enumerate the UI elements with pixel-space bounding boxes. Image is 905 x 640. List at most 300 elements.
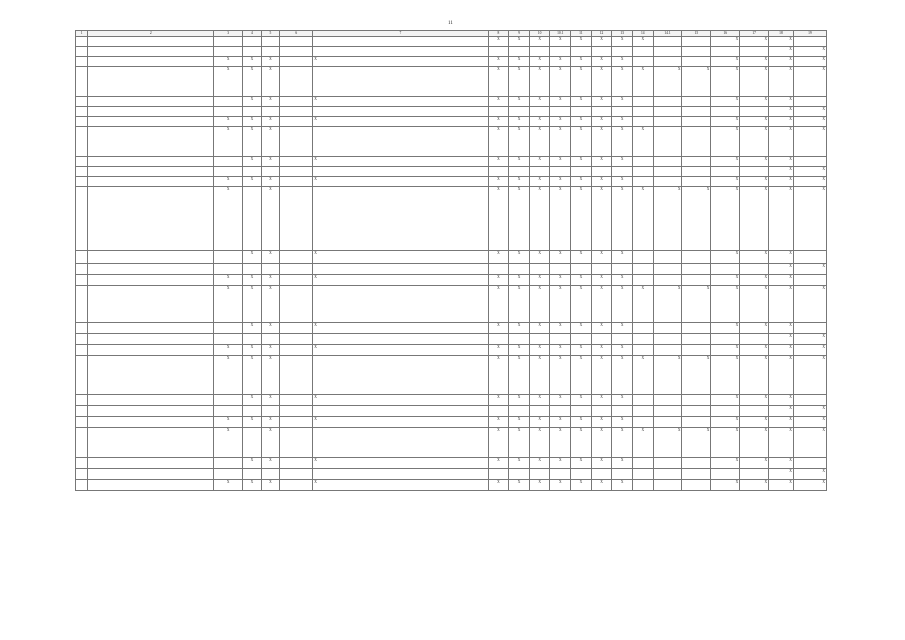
table-row [76,67,827,97]
table-cell [88,97,214,107]
table-cell [632,323,653,334]
table-cell [612,167,633,177]
header-cell: 10 [529,31,550,37]
table-cell: X [529,417,550,428]
table-cell [76,47,88,57]
table-cell: X [769,458,794,469]
table-cell [280,395,313,406]
table-cell [612,264,633,275]
table-cell: X [488,97,509,107]
table-cell: X [612,177,633,187]
table-cell: X [591,356,612,395]
table-cell [612,406,633,417]
table-cell [682,417,711,428]
table-cell: X [550,480,571,491]
table-cell [243,47,262,57]
table-cell [280,275,313,286]
table-row [76,251,827,264]
table-cell: X [591,187,612,251]
table-cell [313,264,488,275]
table-cell: X [243,67,262,97]
table-cell: X [740,117,769,127]
table-cell [591,47,612,57]
table-cell: X [682,428,711,458]
table-cell [653,417,682,428]
table-cell [711,334,740,345]
table-cell: X [243,97,262,107]
table-cell: X [612,286,633,323]
table-cell: X [612,480,633,491]
table-cell: X [711,417,740,428]
table-row [76,177,827,187]
table-cell [632,264,653,275]
table-cell [88,345,214,356]
table-cell [682,458,711,469]
table-cell [88,395,214,406]
table-cell [711,47,740,57]
table-cell: X [591,117,612,127]
table-cell: X [550,395,571,406]
table-cell: X [214,57,243,67]
table-cell: X [711,251,740,264]
table-cell [76,395,88,406]
table-cell [571,469,592,480]
table-cell: X [214,127,243,157]
table-cell [653,395,682,406]
table-cell [88,417,214,428]
table-cell [261,167,280,177]
table-cell [214,458,243,469]
table-cell: X [313,458,488,469]
table-cell: X [793,356,826,395]
table-cell [88,275,214,286]
header-cell: 19 [793,31,826,37]
table-cell: X [612,37,633,47]
table-cell [740,406,769,417]
table-cell: X [571,275,592,286]
table-cell: X [243,177,262,187]
table-cell: X [682,67,711,97]
table-cell: X [793,107,826,117]
table-cell [313,469,488,480]
table-cell: X [261,345,280,356]
table-body [76,31,827,491]
table-cell [261,264,280,275]
table-cell: X [769,57,794,67]
table-cell [682,167,711,177]
table-cell [550,334,571,345]
table-cell: X [612,127,633,157]
table-cell [571,406,592,417]
table-cell [280,167,313,177]
table-cell: X [488,356,509,395]
table-cell [243,469,262,480]
table-cell [740,167,769,177]
table-cell [214,167,243,177]
table-cell [76,406,88,417]
table-cell [682,406,711,417]
table-cell [591,107,612,117]
table-cell: X [653,428,682,458]
table-cell [76,428,88,458]
table-cell: X [612,251,633,264]
table-cell: X [261,480,280,491]
table-cell [243,406,262,417]
table-cell: X [740,323,769,334]
table-cell: X [214,356,243,395]
table-cell [280,127,313,157]
table-cell: X [509,275,530,286]
table-cell [591,264,612,275]
table-cell: X [509,417,530,428]
table-cell: X [769,417,794,428]
table-cell: X [214,177,243,187]
table-cell [550,167,571,177]
table-cell: X [550,417,571,428]
table-cell: X [509,57,530,67]
table-cell [632,458,653,469]
budget-table [75,30,827,491]
table-cell: X [769,167,794,177]
table-cell: X [550,286,571,323]
table-cell: X [261,117,280,127]
header-cell: 12 [591,31,612,37]
table-cell: X [488,395,509,406]
table-cell [313,67,488,97]
header-cell: 15 [682,31,711,37]
table-cell [793,395,826,406]
table-cell: X [529,127,550,157]
table-cell: X [243,57,262,67]
table-cell [682,275,711,286]
table-row [76,428,827,458]
table-cell: X [591,57,612,67]
table-cell: X [261,187,280,251]
header-cell: 13 [612,31,633,37]
table-cell: X [769,47,794,57]
table-cell: X [740,127,769,157]
table-cell: X [313,275,488,286]
table-cell: X [793,469,826,480]
table-cell: X [261,97,280,107]
table-cell: X [571,286,592,323]
table-cell: X [793,67,826,97]
table-cell [313,127,488,157]
table-cell: X [591,67,612,97]
table-cell: X [550,251,571,264]
table-cell: X [740,286,769,323]
table-cell: X [571,187,592,251]
table-cell: X [529,356,550,395]
table-cell [740,47,769,57]
table-cell: X [793,187,826,251]
table-cell: X [488,480,509,491]
table-cell [88,469,214,480]
table-cell: X [488,67,509,97]
table-cell: X [243,286,262,323]
table-cell: X [793,286,826,323]
table-cell: X [550,67,571,97]
table-cell: X [591,323,612,334]
table-cell: X [769,345,794,356]
table-cell: X [313,157,488,167]
table-cell: X [261,275,280,286]
table-cell [571,334,592,345]
table-cell: X [509,480,530,491]
table-cell: X [313,345,488,356]
table-cell [88,47,214,57]
table-row [76,458,827,469]
table-cell: X [488,323,509,334]
table-cell: X [769,480,794,491]
table-cell: X [571,395,592,406]
table-cell [313,37,488,47]
table-cell: X [261,286,280,323]
table-cell: X [529,177,550,187]
table-cell: X [740,480,769,491]
table-cell [632,47,653,57]
table-cell: X [591,286,612,323]
table-cell: X [632,187,653,251]
table-cell [682,117,711,127]
header-cell: 11 [571,31,592,37]
table-cell [550,406,571,417]
table-cell [550,107,571,117]
table-cell: X [793,117,826,127]
table-cell: X [769,323,794,334]
table-cell: X [313,480,488,491]
table-cell [214,334,243,345]
table-cell [653,127,682,157]
table-cell: X [682,286,711,323]
table-cell: X [243,157,262,167]
table-cell: X [214,117,243,127]
table-cell: X [769,356,794,395]
table-cell: X [550,177,571,187]
table-cell [591,469,612,480]
table-cell: X [591,395,612,406]
table-cell [509,406,530,417]
table-cell: X [711,345,740,356]
table-cell [280,97,313,107]
table-cell [76,127,88,157]
table-cell [550,47,571,57]
table-cell [653,167,682,177]
table-cell: X [769,264,794,275]
table-cell: X [509,67,530,97]
table-cell [313,107,488,117]
table-cell: X [653,187,682,251]
table-cell: X [591,37,612,47]
table-cell [280,117,313,127]
table-cell: X [632,356,653,395]
table-cell: X [769,187,794,251]
table-cell: X [313,323,488,334]
table-cell [243,187,262,251]
table-row [76,406,827,417]
table-cell: X [711,356,740,395]
table-cell [280,345,313,356]
table-cell: X [769,428,794,458]
table-cell: X [214,187,243,251]
table-cell: X [740,177,769,187]
table-cell: X [711,67,740,97]
table-cell [88,406,214,417]
table-cell: X [711,157,740,167]
table-cell: X [509,187,530,251]
table-cell [509,47,530,57]
table-cell: X [591,97,612,107]
table-cell: X [550,57,571,67]
table-cell [682,480,711,491]
table-cell: X [571,127,592,157]
table-cell [76,107,88,117]
table-cell: X [711,117,740,127]
table-cell [653,480,682,491]
table-cell [88,157,214,167]
table-cell [76,275,88,286]
table-cell: X [769,275,794,286]
table-cell [711,167,740,177]
table-cell [793,275,826,286]
table-cell: X [740,428,769,458]
table-cell: X [769,67,794,97]
table-cell: X [571,345,592,356]
table-cell: X [488,37,509,47]
table-cell [632,275,653,286]
table-cell: X [571,37,592,47]
table-cell: X [488,345,509,356]
table-cell: X [571,480,592,491]
table-cell [76,167,88,177]
table-cell: X [488,275,509,286]
table-cell [653,57,682,67]
table-cell [740,107,769,117]
table-cell [653,97,682,107]
table-cell: X [550,356,571,395]
table-cell [550,469,571,480]
table-cell: X [612,275,633,286]
table-cell: X [793,177,826,187]
table-row [76,167,827,177]
table-cell [76,356,88,395]
table-row [76,107,827,117]
table-cell: X [243,417,262,428]
table-cell [280,187,313,251]
table-cell: X [243,275,262,286]
table-cell: X [571,117,592,127]
table-cell: X [571,323,592,334]
table-cell: X [488,187,509,251]
table-cell [653,117,682,127]
table-cell: X [509,127,530,157]
table-cell [313,286,488,323]
table-cell [280,334,313,345]
table-cell: X [793,417,826,428]
table-cell: X [769,107,794,117]
header-cell: 10.1 [550,31,571,37]
table-cell: X [509,356,530,395]
header-cell: 16 [711,31,740,37]
table-cell: X [313,395,488,406]
table-row [76,97,827,107]
table-cell [571,107,592,117]
table-cell: X [612,67,633,97]
table-cell [653,345,682,356]
table-cell [711,264,740,275]
table-cell: X [711,127,740,157]
table-cell: X [740,251,769,264]
table-cell: X [612,428,633,458]
table-cell: X [550,275,571,286]
table-cell [682,395,711,406]
table-cell: X [313,177,488,187]
table-cell: X [243,127,262,157]
table-cell [793,458,826,469]
table-cell [313,167,488,177]
table-cell: X [793,334,826,345]
table-cell: X [711,37,740,47]
table-cell: X [711,177,740,187]
table-cell [509,469,530,480]
table-cell [571,47,592,57]
table-cell: X [632,37,653,47]
table-cell: X [769,37,794,47]
table-cell: X [591,417,612,428]
table-row [76,47,827,57]
table-cell: X [243,251,262,264]
table-cell: X [632,127,653,157]
table-cell: X [571,157,592,167]
table-cell [711,107,740,117]
table-cell [632,345,653,356]
table-cell [76,97,88,107]
table-cell [509,334,530,345]
table-cell: X [529,67,550,97]
table-cell: X [612,187,633,251]
table-cell: X [793,167,826,177]
table-cell: X [682,187,711,251]
table-cell: X [529,286,550,323]
table-cell [243,334,262,345]
table-cell: X [591,177,612,187]
table-cell: X [612,117,633,127]
table-cell [653,334,682,345]
table-cell: X [769,286,794,323]
table-cell: X [488,127,509,157]
table-cell: X [261,251,280,264]
table-cell [653,157,682,167]
table-row [76,157,827,167]
table-cell: X [740,275,769,286]
table-cell [76,177,88,187]
table-cell: X [769,251,794,264]
table-cell [280,57,313,67]
table-cell: X [261,428,280,458]
table-cell: X [793,47,826,57]
table-cell: X [612,157,633,167]
table-cell: X [509,97,530,107]
table-cell: X [571,428,592,458]
table-cell [653,37,682,47]
table-cell: X [529,117,550,127]
table-cell: X [488,117,509,127]
table-cell: X [261,417,280,428]
table-cell: X [261,157,280,167]
table-cell: X [529,37,550,47]
table-cell: X [769,334,794,345]
table-cell [632,97,653,107]
